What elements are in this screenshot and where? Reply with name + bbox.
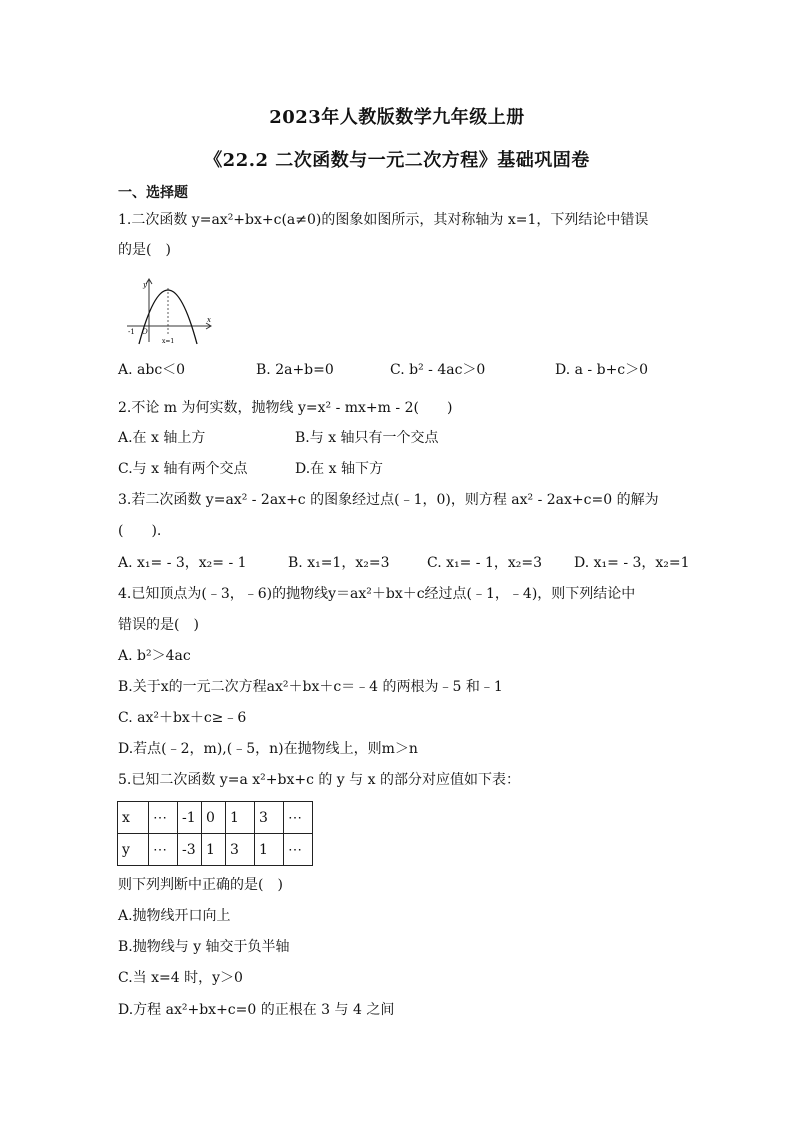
q3-option-d: D. x₁= - 3，x₂=1 (574, 555, 690, 571)
table-cell: 3 (255, 802, 284, 834)
q3-option-b: B. x₁=1，x₂=3 (288, 555, 390, 571)
q2-option-a: A.在 x 轴上方 (118, 430, 206, 446)
q4-option-d: D.若点(﹣2，m),(﹣5，n)在抛物线上，则m＞n (118, 741, 418, 757)
q5-option-c: C.当 x=4 时，y＞0 (118, 970, 243, 986)
q4-option-b: B.关于x的一元二次方程ax²＋bx＋c＝﹣4 的两根为﹣5 和﹣1 (118, 679, 503, 695)
section-heading: 一、选择题 (118, 185, 188, 201)
q4-stem-line2: 错误的是( ) (118, 617, 199, 633)
q3-stem-line2: ( ). (118, 523, 162, 539)
q4-option-c: C. ax²＋bx＋c≥﹣6 (118, 710, 247, 726)
table-cell: 1 (226, 802, 255, 834)
q2-option-b: B.与 x 轴只有一个交点 (295, 430, 439, 446)
q3-stem-line1: 3.若二次函数 y=ax² - 2ax+c 的图象经过点(﹣1，0)，则方程 ax² - 2ax+c=0 的解为 (118, 492, 659, 508)
q3-option-a: A. x₁= - 3，x₂= - 1 (118, 555, 247, 571)
table-cell: y (118, 834, 149, 866)
table-row (118, 834, 313, 866)
table-cell: ⋯ (149, 834, 178, 866)
q3-option-c: C. x₁= - 1，x₂=3 (427, 555, 543, 571)
q1-option-d: D. a - b+c＞0 (555, 362, 649, 378)
table-cell: -1 (178, 802, 202, 834)
table-cell: 0 (202, 802, 226, 834)
q5-option-d: D.方程 ax²+bx+c=0 的正根在 3 与 4 之间 (118, 1002, 395, 1018)
q4-stem-line1: 4.已知顶点为(﹣3，﹣6)的抛物线y＝ax²＋bx＋c经过点(﹣1，﹣4)，则下列结论中 (118, 586, 636, 602)
neg-one-label: -1 (128, 328, 135, 336)
table-cell: ⋯ (284, 802, 313, 834)
q2-option-d: D.在 x 轴下方 (295, 461, 383, 477)
q1-stem-line2: 的是( ) (118, 242, 171, 258)
origin-label: O (142, 328, 148, 336)
table-row (118, 802, 313, 834)
q1-option-a: A. abc＜0 (118, 362, 186, 378)
table-cell: ⋯ (149, 802, 178, 834)
x-axis-label: x (207, 316, 211, 324)
q1-stem-line1: 1.二次函数 y=ax²+bx+c(a≠0)的图象如图所示，其对称轴为 x=1，下列结论中错误 (118, 212, 649, 228)
q5-stem: 5.已知二次函数 y=a x²+bx+c 的 y 与 x 的部分对应值如下表： (118, 772, 520, 788)
table-cell: -3 (178, 834, 202, 866)
document-title: 2023年人教版数学九年级上册 (269, 107, 525, 128)
q5-value-table (117, 801, 313, 866)
table-cell: 1 (202, 834, 226, 866)
table-cell: ⋯ (284, 834, 313, 866)
q5-prompt: 则下列判断中正确的是( ) (118, 877, 283, 893)
table-cell: 3 (226, 834, 255, 866)
q1-option-c: C. b² - 4ac＞0 (390, 362, 486, 378)
q5-option-a: A.抛物线开口向上 (118, 908, 231, 924)
symmetry-label: x=1 (162, 338, 175, 345)
y-axis-label: y (143, 281, 147, 289)
q2-stem: 2.不论 m 为何实数，抛物线 y=x² - mx+m - 2( ) (118, 400, 453, 416)
document-subtitle: 《22.2 二次函数与一元二次方程》基础巩固卷 (204, 150, 590, 171)
table-cell: x (118, 802, 149, 834)
q1-parabola-graph (125, 276, 217, 346)
q1-option-b: B. 2a+b=0 (256, 362, 334, 378)
table-cell: 1 (255, 834, 284, 866)
q2-option-c: C.与 x 轴有两个交点 (118, 461, 248, 477)
q5-option-b: B.抛物线与 y 轴交于负半轴 (118, 939, 290, 955)
q4-option-a: A. b²＞4ac (118, 648, 191, 664)
